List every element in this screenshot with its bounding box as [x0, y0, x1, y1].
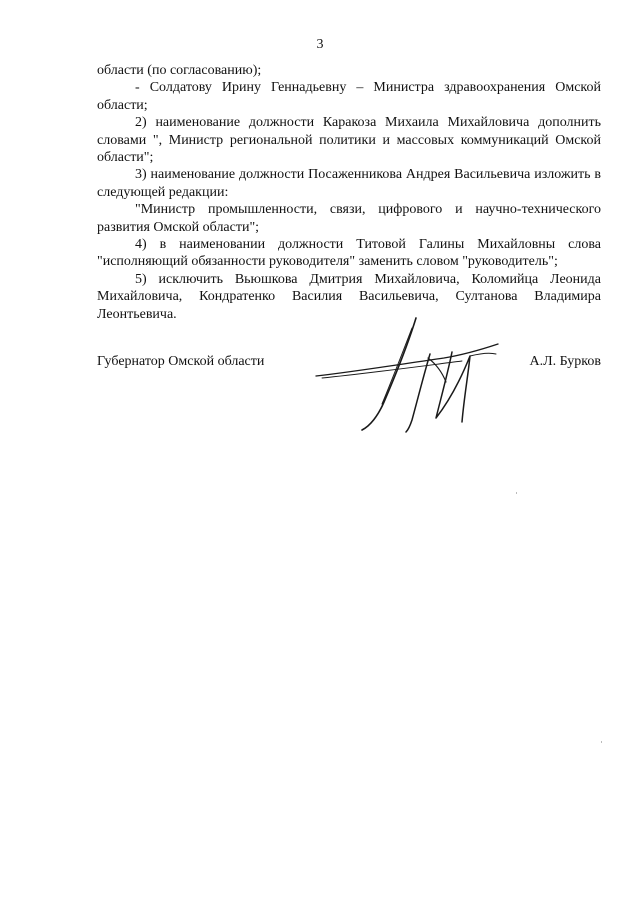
signer-title: Губернатор Омской области	[97, 354, 265, 369]
paragraph-item-3: 3) наименование должности Посаженникова Андрея Васильевича изложить в следующей редакции:	[97, 167, 601, 200]
page-number: 3	[316, 37, 324, 52]
scan-speck	[516, 492, 517, 494]
signature-strokes	[316, 318, 498, 432]
paragraph-item-2: 2) наименование должности Каракоза Михаила Михайловича дополнить словами ", Министр региональной политики и массовых коммуникаций Омской области";	[97, 115, 601, 166]
handwritten-signature	[312, 314, 512, 436]
paragraph-item-5: 5) исключить Вьюшкова Дмитрия Михайловича, Коломийца Леонида Михайловича, Кондратенко Василия Васильевича, Султанова Владимира Леонтьевича.	[97, 271, 601, 322]
scan-speck	[601, 741, 602, 743]
paragraph-item-soldatova: - Солдатову Ирину Геннадьевну – Министра здравоохранения Омской области;	[97, 80, 601, 113]
signer-name: А.Л. Бурков	[529, 354, 601, 369]
paragraph-item-3-quote: "Министр промышленности, связи, цифрового и научно-технического развития Омской области";	[97, 202, 601, 235]
paragraph-continuation: области (по согласованию);	[97, 63, 262, 78]
paragraph-item-4: 4) в наименовании должности Титовой Галины Михайловны слова "исполняющий обязанности руководителя" заменить словом "руководитель";	[97, 237, 601, 270]
document-body	[97, 62, 601, 323]
